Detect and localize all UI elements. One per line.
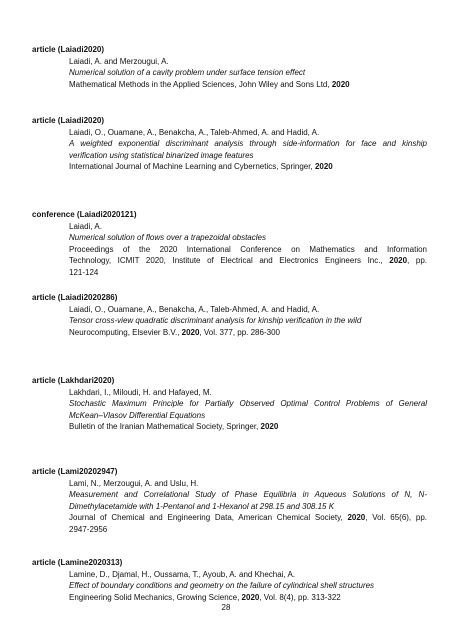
venue-text: Engineering Solid Mechanics, Growing Science, <box>69 592 242 602</box>
entry-key: article (Lakhdari2020) <box>32 376 115 385</box>
venue-details: , Vol. 65(6), pp. <box>365 513 427 523</box>
venue-year: 2020 <box>260 422 279 432</box>
venue-text: Neurocomputing, Elsevier B.V., <box>69 327 182 337</box>
bib-entry <box>32 44 427 90</box>
venue-text: 2947-2956 <box>69 524 108 534</box>
entry-venue <box>69 161 427 173</box>
venue-details: , Vol. 8(4), pp. 313-322 <box>259 592 341 602</box>
venue-year: 2020 <box>331 79 350 89</box>
entry-venue <box>69 592 427 604</box>
entry-title: Measurement and Correlational Study of Phase Equilibria in Aqueous Solutions of N, N- <box>69 490 427 500</box>
entry-body <box>32 478 427 536</box>
entry-body <box>32 56 427 91</box>
venue-text: Mathematical Methods in the Applied Sciences, John Wiley and Sons Ltd, <box>69 79 332 89</box>
venue-details: , pp. <box>407 256 427 266</box>
venue-text: Proceedings of the 2020 International Conference on Mathematics and Information <box>69 244 427 254</box>
entry-key: article (Laiadi2020286) <box>32 293 118 302</box>
venue-year: 2020 <box>347 513 366 523</box>
entry-venue <box>69 79 427 91</box>
entry-authors: Laiadi, A. and Merzougui, A. <box>69 56 169 66</box>
venue-text: Technology, ICMIT 2020, Institute of Electrical and Electronics Engineers Inc., <box>69 256 390 266</box>
entry-title: Stochastic Maximum Principle for Partially Observed Optimal Control Problems of General <box>69 399 427 409</box>
entry-body <box>32 387 427 433</box>
venue-text: Journal of Chemical and Engineering Data, American Chemical Society, <box>69 513 348 523</box>
entry-body <box>32 221 427 279</box>
entry-venue <box>69 244 427 256</box>
entry-key: article (Laiadi2020) <box>32 116 105 125</box>
entry-body <box>32 127 427 173</box>
entry-authors: Lami, N., Merzougui, A. and Uslu, H. <box>69 478 199 488</box>
entry-title: Tensor cross-view quadratic discriminant analysis for kinship verification in the wild <box>69 316 362 326</box>
entry-authors: Lakhdari, I., Miloudi, H. and Hafayed, M. <box>69 387 212 397</box>
entry-body <box>32 569 427 604</box>
entry-key: article (Laiadi2020) <box>32 45 105 54</box>
entry-venue <box>69 524 427 536</box>
bib-entry <box>32 209 427 279</box>
entry-venue <box>69 267 427 279</box>
page-number: 28 <box>221 603 231 612</box>
venue-text: International Journal of Machine Learning and Cybernetics, Springer, <box>69 162 315 172</box>
entry-title: McKean–Vlasov Differential Equations <box>69 410 206 420</box>
entry-authors: Laiadi, O., Ouamane, A., Benakcha, A., Taleb-Ahmed, A. and Hadid, A. <box>69 304 320 314</box>
entry-venue <box>69 327 427 339</box>
bib-entry <box>32 292 427 338</box>
bib-entry <box>32 115 427 173</box>
venue-text: 121-124 <box>69 267 99 277</box>
venue-year: 2020 <box>241 592 260 602</box>
venue-year: 2020 <box>181 327 200 337</box>
entry-venue <box>69 512 427 524</box>
entry-title: Effect of boundary conditions and geometry on the failure of cylindrical shell structures <box>69 581 375 591</box>
entry-key: conference (Laiadi2020121) <box>32 210 137 219</box>
bib-entry <box>32 557 427 603</box>
entry-authors: Laiadi, O., Ouamane, A., Benakcha, A., Taleb-Ahmed, A. and Hadid, A. <box>69 127 320 137</box>
entry-key: article (Lamine2020313) <box>32 558 123 567</box>
entry-authors: Laiadi, A. <box>69 221 102 231</box>
entry-title: verification using statistical binarized image features <box>69 150 254 160</box>
entry-body <box>32 304 427 339</box>
bib-entry <box>32 466 427 536</box>
entry-title: A weighted exponential discriminant analysis through side-information for face and kinship <box>69 139 427 149</box>
entry-venue <box>69 421 427 433</box>
entry-authors: Lamine, D., Djamal, H., Oussama, T., Ayoub, A. and Khechai, A. <box>69 569 296 579</box>
entry-title: Numerical solution of flows over a trapezoidal obstacles <box>69 233 266 243</box>
entry-title: Dimethylacetamide with 1-Pentanol and 1-Hexanol at 298.15 and 308.15 K <box>69 501 335 511</box>
entry-title: Numerical solution of a cavity problem under surface tension effect <box>69 68 306 78</box>
venue-year: 2020 <box>314 162 333 172</box>
venue-text: Bulletin of the Iranian Mathematical Society, Springer, <box>69 422 261 432</box>
entry-venue <box>69 255 427 267</box>
entry-key: article (Lami20202947) <box>32 467 118 476</box>
venue-details: , Vol. 377, pp. 286-300 <box>199 327 280 337</box>
bib-entry <box>32 375 427 433</box>
venue-year: 2020 <box>389 256 408 266</box>
